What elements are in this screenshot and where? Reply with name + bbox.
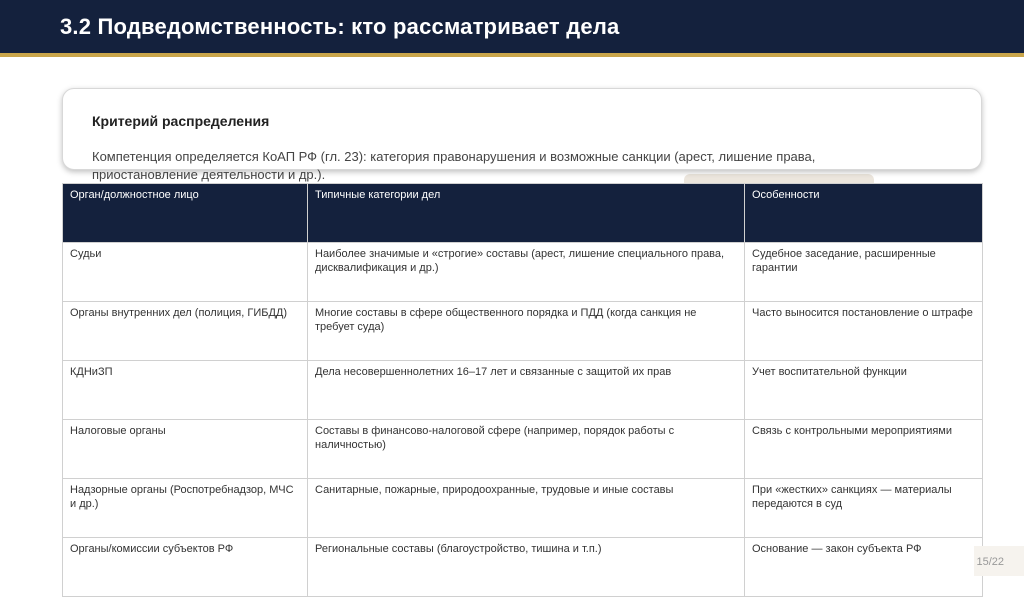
cell-features: Учет воспитательной функции <box>745 361 983 420</box>
cell-categories: Многие составы в сфере общественного порядка и ПДД (когда санкция не требует суда) <box>308 302 745 361</box>
table-row <box>63 302 983 361</box>
cell-organ: Судьи <box>63 243 308 302</box>
cell-categories: Региональные составы (благоустройство, тишина и т.п.) <box>308 538 745 597</box>
cell-organ: Органы внутренних дел (полиция, ГИБДД) <box>63 302 308 361</box>
table-row <box>63 420 983 479</box>
cell-features: При «жестких» санкциях — материалы передаются в суд <box>745 479 983 538</box>
cell-categories: Дела несовершеннолетних 16–17 лет и связанные с защитой их прав <box>308 361 745 420</box>
card-text: Компетенция определяется КоАП РФ (гл. 23): категория правонарушения и возможные санкции (арест, лишение права, приостановление деятельности и др.). <box>92 149 816 182</box>
header-cell-categories: Типичные категории дел <box>308 184 745 243</box>
cell-organ: Надзорные органы (Роспотребнадзор, МЧС и др.) <box>63 479 308 538</box>
table-header-row <box>63 184 983 243</box>
cell-organ: КДНиЗП <box>63 361 308 420</box>
page-number: 15/22 <box>976 556 1004 568</box>
table-row <box>63 479 983 538</box>
jurisdiction-table <box>62 183 983 597</box>
header-cell-organ: Орган/должностное лицо <box>63 184 308 243</box>
table-row <box>63 361 983 420</box>
cell-categories: Наиболее значимые и «строгие» составы (арест, лишение специального права, дисквалификация и др.) <box>308 243 745 302</box>
cell-organ: Налоговые органы <box>63 420 308 479</box>
slide-title: 3.2 Подведомственность: кто рассматривает дела <box>60 14 620 39</box>
table-row <box>63 243 983 302</box>
cell-categories: Составы в финансово-налоговой сфере (например, порядок работы с наличностью) <box>308 420 745 479</box>
card-heading: Критерий распределения <box>92 113 270 129</box>
cell-features: Часто выносится постановление о штрафе <box>745 302 983 361</box>
cell-features: Связь с контрольными мероприятиями <box>745 420 983 479</box>
title-accent-line <box>0 53 1024 57</box>
cell-categories: Санитарные, пожарные, природоохранные, трудовые и иные составы <box>308 479 745 538</box>
header-cell-features: Особенности <box>745 184 983 243</box>
cell-features: Судебное заседание, расширенные гарантии <box>745 243 983 302</box>
cell-organ: Органы/комиссии субъектов РФ <box>63 538 308 597</box>
table-row <box>63 538 983 597</box>
cell-features: Основание — закон субъекта РФ <box>745 538 983 597</box>
